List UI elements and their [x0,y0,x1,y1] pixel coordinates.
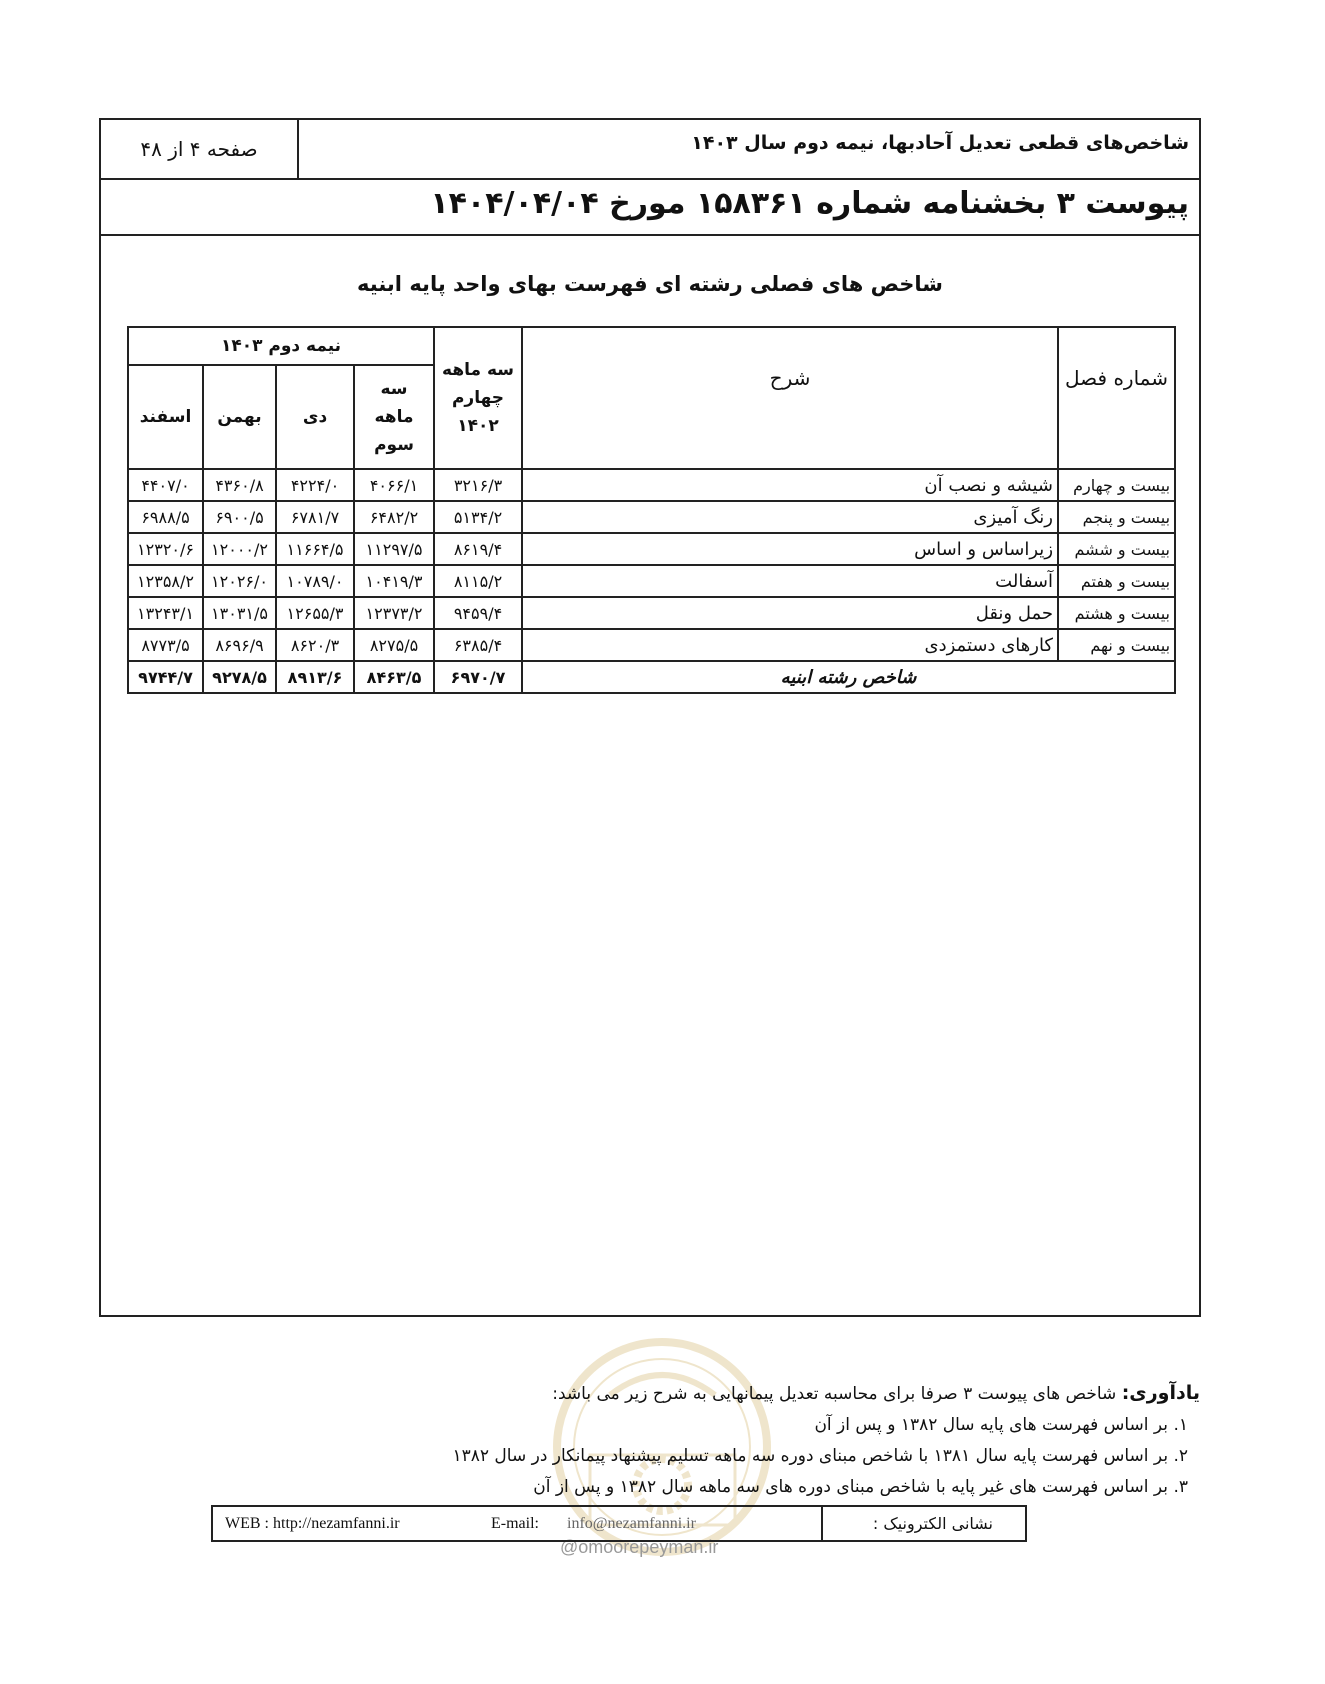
description-cell: زیراساس و اساس [522,533,1058,565]
q3-cell: ۸۴۶۳/۵ [354,661,434,693]
header-esfand: اسفند [128,365,203,469]
document-title: شاخص‌های قطعی تعدیل آحادبها، نیمه دوم سال ۱۴۰۳ [691,132,1189,154]
q3-cell: ۱۰۴۱۹/۳ [354,565,434,597]
q4-1402-cell: ۹۴۵۹/۴ [434,597,522,629]
chapter-cell: بیست و ششم [1058,533,1175,565]
bahman-cell: ۸۶۹۶/۹ [203,629,276,661]
contact-box [211,1505,1027,1542]
dey-cell: ۴۲۲۴/۰ [276,469,354,501]
q4-1402-cell: ۸۶۱۹/۴ [434,533,522,565]
table-row [128,565,1175,597]
description-cell: کارهای دستمزدی [522,629,1058,661]
bahman-cell: ۴۳۶۰/۸ [203,469,276,501]
chapter-cell: بیست و هفتم [1058,565,1175,597]
esfand-cell: ۴۴۰۷/۰ [128,469,203,501]
esfand-cell: ۶۹۸۸/۵ [128,501,203,533]
page-indicator: صفحه ۴ از ۴۸ [101,120,299,178]
bahman-cell: ۹۲۷۸/۵ [203,661,276,693]
header-dey: دی [276,365,354,469]
q4-1402-cell: ۳۲۱۶/۳ [434,469,522,501]
esfand-cell: ۱۲۳۲۰/۶ [128,533,203,565]
header-chapter-no: شماره فصل [1058,327,1175,469]
esfand-cell: ۸۷۷۳/۵ [128,629,203,661]
dey-cell: ۶۷۸۱/۷ [276,501,354,533]
header-row [101,120,1199,180]
chapter-cell: بیست و هشتم [1058,597,1175,629]
index-table [127,326,1176,694]
email-link[interactable]: info@nezamfanni.ir [567,1515,696,1532]
annex-title: پیوست ۳ بخشنامه شماره ۱۵۸۳۶۱ مورخ ۱۴۰۴/۰۴/۰۴ [430,186,1189,221]
description-cell: آسفالت [522,565,1058,597]
email-label: E-mail: [491,1515,539,1532]
esfand-cell: ۹۷۴۴/۷ [128,661,203,693]
chapter-cell: بیست و نهم [1058,629,1175,661]
reminder-item: ۳. بر اساس فهرست های غیر پایه با شاخص مبنای دوره های سه ماهه سال ۱۳۸۲ و پس از آن [533,1477,1188,1497]
contact-divider [821,1507,823,1540]
description-cell: رنگ آمیزی [522,501,1058,533]
table-row [128,629,1175,661]
header-q3: سه ماهه سوم [354,365,434,469]
table-row [128,533,1175,565]
watermark-text: @omoorepeyman.ir [560,1537,719,1557]
table-row [128,501,1175,533]
table-row [128,469,1175,501]
q4-1402-cell: ۵۱۳۴/۲ [434,501,522,533]
header-q4-1402: سه ماهه چهارم ۱۴۰۲ [434,327,522,469]
total-label: شاخص رشته ابنیه [522,661,1175,693]
description-cell: حمل ونقل [522,597,1058,629]
reminder-label: یادآوری: [1121,1382,1200,1404]
dey-cell: ۸۹۱۳/۶ [276,661,354,693]
header-h2-1403: نیمه دوم ۱۴۰۳ [128,327,434,365]
q3-cell: ۱۲۳۷۳/۲ [354,597,434,629]
total-row [128,661,1175,693]
header-bahman: بهمن [203,365,276,469]
document-frame [99,118,1201,1317]
bahman-cell: ۶۹۰۰/۵ [203,501,276,533]
chapter-cell: بیست و چهارم [1058,469,1175,501]
q4-1402-cell: ۶۳۸۵/۴ [434,629,522,661]
dey-cell: ۸۶۲۰/۳ [276,629,354,661]
description-cell: شیشه و نصب آن [522,469,1058,501]
reminder-item: ۲. بر اساس فهرست پایه سال ۱۳۸۱ با شاخص مبنای دوره سه ماهه تسلیم پیشنهاد پیمانکار در سال ۱۳۸۲ [452,1446,1188,1466]
bahman-cell: ۱۲۰۰۰/۲ [203,533,276,565]
q4-1402-cell: ۸۱۱۵/۲ [434,565,522,597]
section-title: شاخص های فصلی رشته ای فهرست بهای واحد پایه ابنیه [357,272,943,296]
q3-cell: ۶۴۸۲/۲ [354,501,434,533]
bahman-cell: ۱۲۰۲۶/۰ [203,565,276,597]
chapter-cell: بیست و پنجم [1058,501,1175,533]
contact-label: نشانی الکترونیک : [872,1514,993,1533]
dey-cell: ۱۱۶۶۴/۵ [276,533,354,565]
website-link[interactable]: WEB : http://nezamfanni.ir [225,1515,400,1532]
q3-cell: ۱۱۲۹۷/۵ [354,533,434,565]
dey-cell: ۱۰۷۸۹/۰ [276,565,354,597]
esfand-cell: ۱۳۲۴۳/۱ [128,597,203,629]
q4-1402-cell: ۶۹۷۰/۷ [434,661,522,693]
bahman-cell: ۱۳۰۳۱/۵ [203,597,276,629]
reminder-intro: شاخص های پیوست ۳ صرفا برای محاسبه تعدیل پیمانهایی به شرح زیر می باشد: [552,1384,1117,1404]
reminder-block [380,1378,1200,1503]
header-description: شرح [522,327,1058,469]
reminder-item: ۱. بر اساس فهرست های پایه سال ۱۳۸۲ و پس از آن [814,1415,1188,1435]
dey-cell: ۱۲۶۵۵/۳ [276,597,354,629]
table-row [128,597,1175,629]
q3-cell: ۴۰۶۶/۱ [354,469,434,501]
annex-title-row [101,180,1199,236]
esfand-cell: ۱۲۳۵۸/۲ [128,565,203,597]
q3-cell: ۸۲۷۵/۵ [354,629,434,661]
